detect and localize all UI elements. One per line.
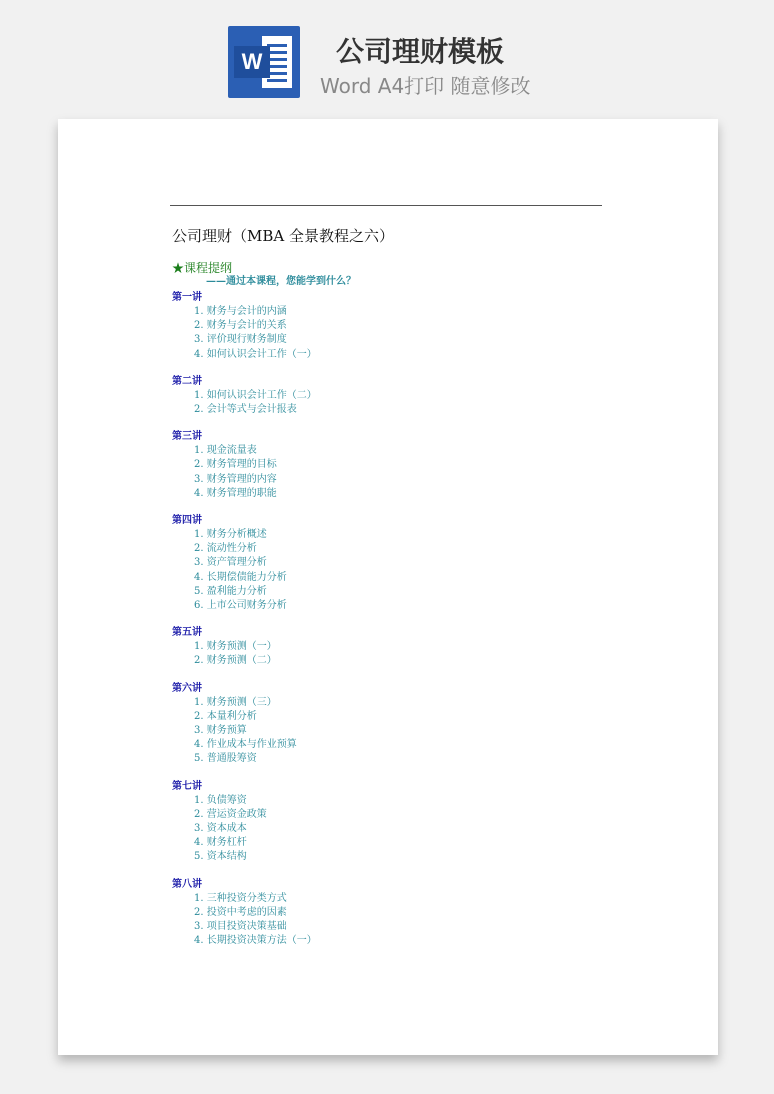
lecture-topic: 3. 评价现行财务制度	[194, 334, 287, 346]
lecture-title: 第三讲	[172, 431, 202, 443]
lecture-section	[172, 375, 592, 417]
lecture-section	[172, 682, 592, 767]
lecture-list	[172, 291, 592, 949]
header-rule	[170, 205, 602, 206]
lecture-topic: 2. 投资中考虑的因素	[194, 906, 287, 918]
lecture-topic: 1. 现金流量表	[194, 445, 257, 457]
lecture-topic: 5. 资本结构	[194, 851, 247, 863]
lecture-title: 第二讲	[172, 375, 202, 387]
lecture-topic: 3. 项目投资决策基础	[194, 921, 287, 933]
lecture-topic: 4. 财务杠杆	[194, 837, 247, 849]
document-page	[58, 119, 718, 1055]
lecture-title: 第五讲	[172, 627, 202, 639]
lecture-section	[172, 291, 592, 362]
lecture-topic: 2. 财务预测（二）	[194, 655, 277, 667]
lecture-topic: 4. 如何认识会计工作（一）	[194, 348, 317, 360]
banner-title: 公司理财模板	[335, 35, 504, 68]
lecture-title: 第七讲	[172, 780, 202, 792]
word-letter: W	[234, 46, 270, 78]
lecture-topic: 1. 财务预测（三）	[194, 696, 277, 708]
lecture-section	[172, 626, 592, 668]
lecture-topic: 3. 财务管理的内容	[194, 473, 277, 485]
lecture-title: 第四讲	[172, 515, 202, 527]
document-title: 公司理财（MBA 全景教程之六）	[172, 227, 394, 245]
lecture-topic: 2. 财务管理的目标	[194, 459, 277, 471]
word-doc-icon	[228, 26, 300, 98]
lecture-topic: 5. 盈利能力分析	[194, 585, 267, 597]
lecture-topic: 1. 如何认识会计工作（二）	[194, 389, 317, 401]
course-outline	[172, 261, 592, 949]
lecture-topic: 1. 财务与会计的内涵	[194, 306, 287, 317]
lecture-topic: 3. 财务预算	[194, 725, 247, 737]
lecture-topic: 1. 负债筹资	[194, 794, 247, 806]
lecture-topic: 1. 财务预测（一）	[194, 641, 277, 653]
lecture-section	[172, 514, 592, 613]
lecture-section	[172, 430, 592, 501]
lecture-topic: 2. 会计等式与会计报表	[194, 404, 297, 416]
lecture-topic: 4. 长期投资决策方法（一）	[194, 935, 317, 947]
lecture-topic: 3. 资本成本	[194, 823, 247, 835]
lecture-title: 第一讲	[172, 292, 202, 303]
lecture-topic: 4. 财务管理的职能	[194, 487, 277, 499]
lecture-section	[172, 780, 592, 865]
lecture-title: 第六讲	[172, 682, 202, 694]
lecture-section	[172, 878, 592, 949]
lecture-topic: 2. 本量利分析	[194, 710, 257, 722]
lecture-topic: 6. 上市公司财务分析	[194, 600, 287, 612]
outline-heading: ★课程提纲	[172, 261, 233, 275]
lecture-topic: 4. 作业成本与作业预算	[194, 739, 297, 751]
lecture-topic: 3. 资产管理分析	[194, 557, 267, 569]
lecture-title: 第八讲	[172, 878, 202, 890]
template-banner	[0, 0, 774, 118]
lecture-topic: 2. 营运资金政策	[194, 808, 267, 820]
lecture-topic: 1. 财务分析概述	[194, 529, 267, 541]
lecture-topic: 2. 财务与会计的关系	[194, 320, 287, 332]
lecture-topic: 5. 普通股筹资	[194, 753, 257, 765]
lecture-topic: 2. 流动性分析	[194, 543, 257, 555]
lecture-topic: 1. 三种投资分类方式	[194, 892, 287, 904]
banner-subtitle: Word A4打印 随意修改	[320, 74, 531, 98]
lecture-topic: 4. 长期偿债能力分析	[194, 571, 287, 583]
outline-subheading: ——通过本课程，您能学到什么？	[206, 276, 356, 287]
